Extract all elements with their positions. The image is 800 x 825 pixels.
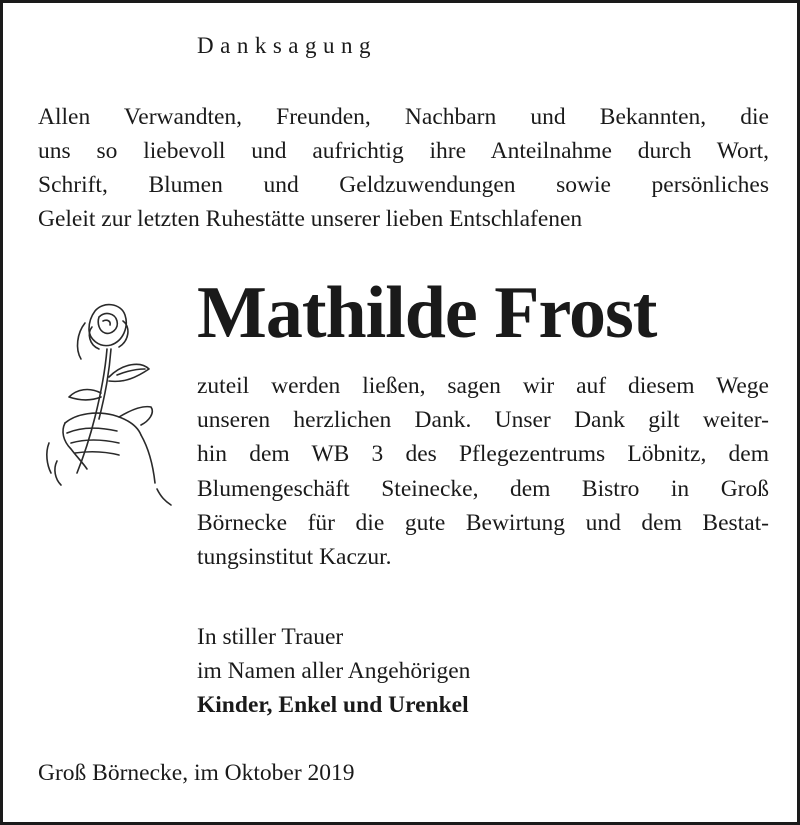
intro-line: Allen Verwandten, Freunden, Nachbarn und Bekannten, die — [38, 104, 769, 130]
closing-block — [197, 620, 470, 722]
closing-line: In stiller Trauer — [197, 624, 344, 650]
body-line: hin dem WB 3 des Pflegezentrums Löbnitz, dem — [197, 441, 769, 468]
body-line: unseren herzlichen Dank. Unser Dank gilt weiter- — [197, 407, 769, 434]
intro-paragraph — [38, 100, 769, 236]
body-line: Blumengeschäft Steinecke, dem Bistro in Groß — [197, 475, 769, 502]
heading: Danksagung — [197, 33, 377, 58]
place-date: Groß Börnecke, im Oktober 2019 — [38, 760, 355, 786]
closing-line: im Namen aller Angehörigen — [197, 658, 471, 684]
intro-line: uns so liebevoll und aufrichtig ihre Anteilnahme durch Wort, — [38, 138, 769, 164]
rose-in-hand-illustration — [37, 293, 187, 508]
signatories: Kinder, Enkel und Urenkel — [197, 692, 469, 718]
body-line: zuteil werden ließen, sagen wir auf diesem Wege — [197, 373, 769, 399]
body-paragraph — [197, 369, 769, 574]
body-line: tungsinstitut Kaczur. — [197, 544, 392, 571]
intro-line: Geleit zur letzten Ruhestätte unserer lieben Entschlafenen — [38, 206, 583, 232]
intro-line: Schrift, Blumen und Geldzuwendungen sowie persönliches — [38, 172, 769, 198]
deceased-name: Mathilde Frost — [197, 272, 657, 354]
body-line: Börnecke für die gute Bewirtung und dem Bestat- — [197, 509, 769, 536]
